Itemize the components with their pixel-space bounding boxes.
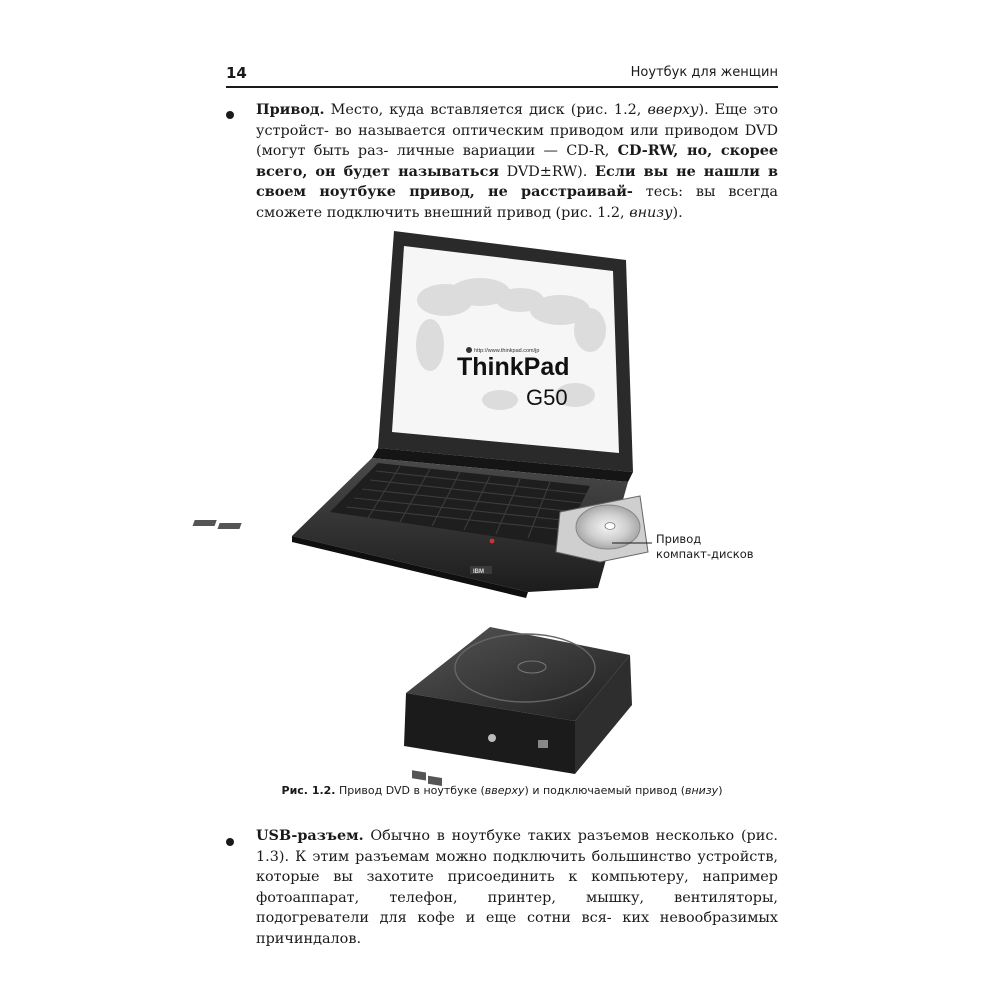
caption-text: ) и подключаемый привод ( (524, 784, 685, 797)
page-number: 14 (226, 64, 247, 82)
callout-cd-drive (656, 532, 754, 562)
text-bold: CD-RW, но, скорее всего, он будет называться (256, 142, 779, 180)
text-line: DVD±RW). (506, 163, 588, 180)
text-line: ). Еще это устройст- (256, 102, 778, 139)
bullet-marker (226, 838, 234, 846)
text-line: личные вариации — CD-R, (396, 143, 610, 159)
text-bold: Если вы не нашли в своем ноутбуке привод, не расстраивай- (256, 162, 778, 200)
trackpoint-icon (490, 539, 495, 544)
text-line: захотите присоединить к компьютеру, например фотоаппарат, телефон, (256, 869, 778, 906)
callout-line-1: Привод (656, 532, 702, 546)
external-drive-label (538, 740, 548, 748)
text-line: ких невообразимых причиндалов. (256, 910, 778, 947)
callout-line-2: компакт-дисков (656, 547, 754, 561)
screen-url: http://www.thinkpad.com/jp (474, 348, 540, 354)
laptop-badge-text: IBM (473, 569, 484, 575)
text-line: тесь: вы всегда сможете подключить внешний привод (рис. 1.2, (256, 184, 778, 221)
caption-italic: внизу (685, 784, 719, 797)
screen-model: G50 (526, 385, 568, 410)
text-italic: внизу (629, 204, 673, 221)
figure-caption (226, 784, 778, 798)
caption-text: ) (718, 784, 723, 797)
cd-hole (605, 523, 615, 530)
text-italic: вверху (647, 102, 699, 118)
caption-italic: вверху (484, 784, 525, 797)
text-line: ). (672, 204, 683, 221)
text-line: Обычно в ноутбуке таких разъемов несколько (рис. 1.3). (256, 828, 778, 865)
text-line: К этим разъемам можно подключить большинство устройств, которые вы (256, 848, 778, 885)
caption-label: Рис. 1.2. (281, 784, 336, 797)
term-drive: Привод. (256, 101, 325, 118)
touchpad-button (217, 523, 241, 529)
caption-text: Привод DVD в ноутбуке ( (335, 784, 485, 797)
paragraph-usb (256, 826, 778, 949)
external-drive-eject-icon (488, 734, 496, 742)
text-line: Место, куда вставляется диск (рис. 1.2, (330, 102, 642, 118)
touchpad-button (193, 520, 217, 526)
term-usb: USB-разъем. (256, 827, 364, 844)
running-title: Ноутбук для женщин (630, 65, 778, 80)
text-line: принтер, мышку, вентиляторы, подогреватели для кофе и еще сотни вся- (256, 889, 779, 926)
external-drive-logo (412, 770, 426, 780)
screen-brand: ThinkPad (457, 353, 570, 381)
text-line: во называется оптическим приводом или приводом DVD (могут быть раз- (256, 122, 778, 159)
